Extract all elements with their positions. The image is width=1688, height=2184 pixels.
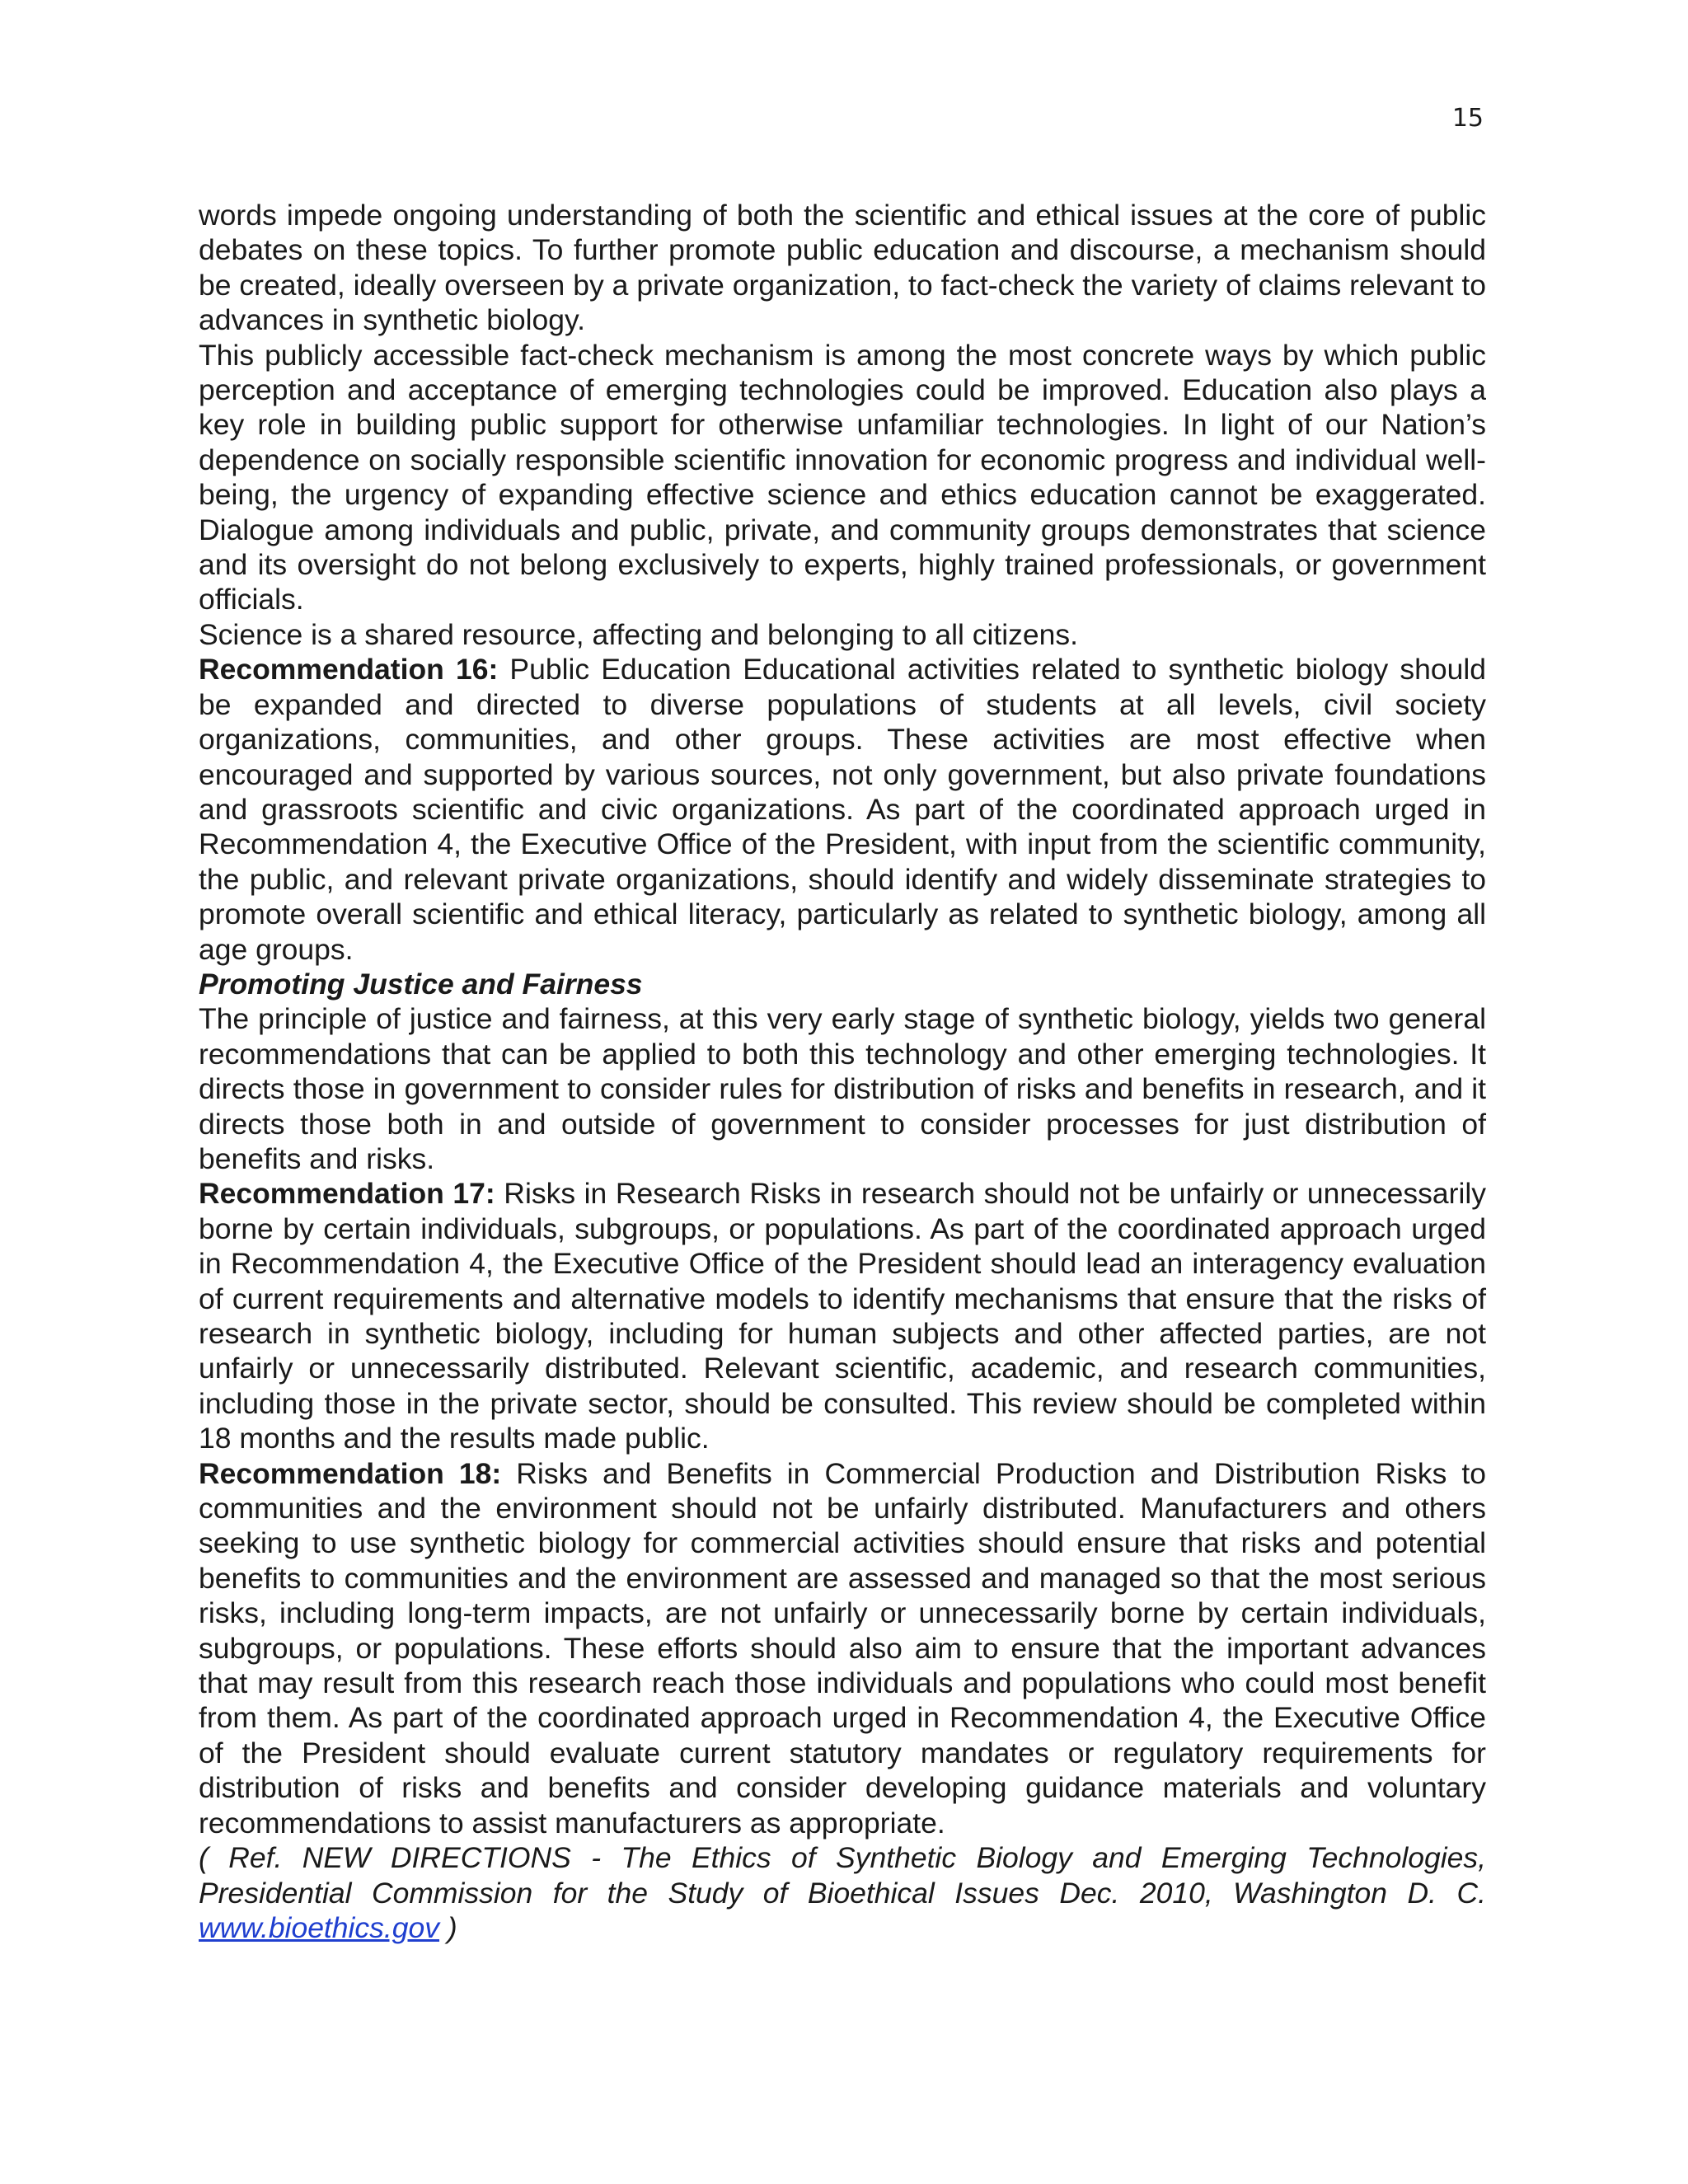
reference-text: ( Ref. NEW DIRECTIONS - The Ethics of Synthetic Biology and Emerging Technologies, Presidential Commission for the Study of Bioethical Issues Dec. 2010, Washington D. C. (199, 1841, 1486, 1910)
reference-closing: ) (439, 1910, 457, 1944)
recommendation-16 (199, 652, 1486, 967)
recommendation-16-text: Public Education Educational activities related to synthetic biology should be expanded and directed to diverse populations of students at all levels, civil society organizations, communities, and other groups. These activities are most effective when encouraged and supported by various sources, not only government, but also private foundations and grassroots scientific and civic organizations. As part of the coordinated approach urged in Recommendation 4, the Executive Office of the President, with input from the scientific community, the public, and relevant private organizations, should identify and widely disseminate strategies to promote overall scientific and ethical literacy, particularly as related to synthetic biology, among all age groups. (199, 653, 1486, 966)
paragraph-justice-principle: The principle of justice and fairness, at this very early stage of synthetic biology, yields two general recommendations that can be applied to both this technology and other emerging technologies. It directs those in government to consider rules for distribution of risks and benefits in research, and it directs those both in and outside of government to consider processes for just distribution of benefits and risks. (199, 1002, 1486, 1175)
recommendation-18 (199, 1456, 1486, 1840)
recommendation-18-title: Recommendation 18: (199, 1456, 502, 1490)
recommendation-17-title: Recommendation 17: (199, 1177, 495, 1211)
paragraph-public-perception: This publicly accessible fact-check mechanism is among the most concrete ways by which public perception and acceptance of emerging technologies could be improved. Education also plays a key role in building public support for otherwise unfamiliar technologies. In light of our Nation’s dependence on socially responsible scientific innovation for economic progress and individual well-being, the urgency of expanding effective science and ethics education cannot be exaggerated. Dialogue among individuals and public, private, and community groups demonstrates that science and its oversight do not belong exclusively to experts, highly trained professionals, or government officials. (199, 338, 1486, 616)
recommendation-17 (199, 1176, 1486, 1455)
reference-citation (199, 1840, 1486, 1945)
recommendation-17-text: Risks in Research Risks in research should not be unfairly or unnecessarily borne by certain individuals, subgroups, or populations. As part of the coordinated approach urged in Recommendation 4, the Executive Office of the President should lead an interagency evaluation of current requirements and alternative models to identify mechanisms that ensure that the risks of research in synthetic biology, including for human subjects and other affected parties, are not unfairly or unnecessarily distributed. Relevant scientific, academic, and research communities, including those in the private sector, should be consulted. This review should be completed within 18 months and the results made public. (199, 1177, 1486, 1455)
section-heading: Promoting Justice and Fairness (199, 967, 643, 1001)
page-number: 15 (1451, 104, 1484, 133)
recommendation-16-title: Recommendation 16: (199, 653, 499, 687)
paragraph-fact-check: words impede ongoing understanding of both the scientific and ethical issues at the core of public debates on these topics. To further promote public education and discourse, a mechanism should be created, ideally overseen by a private organization, to fact-check the variety of claims relevant to advances in synthetic biology. (199, 199, 1486, 337)
paragraph-shared-resource: Science is a shared resource, affecting and belonging to all citizens. (199, 617, 1078, 651)
recommendation-18-text: Risks and Benefits in Commercial Production and Distribution Risks to communities and the environment should not be unfairly distributed. Manufacturers and others seeking to use synthetic biology for commercial activities should ensure that risks and potential benefits to communities and the environment are assessed and managed so that the most serious risks, including long-term impacts, are not unfairly or unnecessarily borne by certain individuals, subgroups, or populations. These efforts should also aim to ensure that the important advances that may result from this research reach those individuals and populations who could most benefit from them. As part of the coordinated approach urged in Recommendation 4, the Executive Office of the President should evaluate current statutory mandates or regulatory requirements for distribution of risks and benefits and consider developing guidance materials and voluntary recommendations to assist manufacturers as appropriate. (199, 1456, 1486, 1840)
reference-link[interactable]: www.bioethics.gov (199, 1910, 440, 1944)
document-body (199, 198, 1486, 1945)
